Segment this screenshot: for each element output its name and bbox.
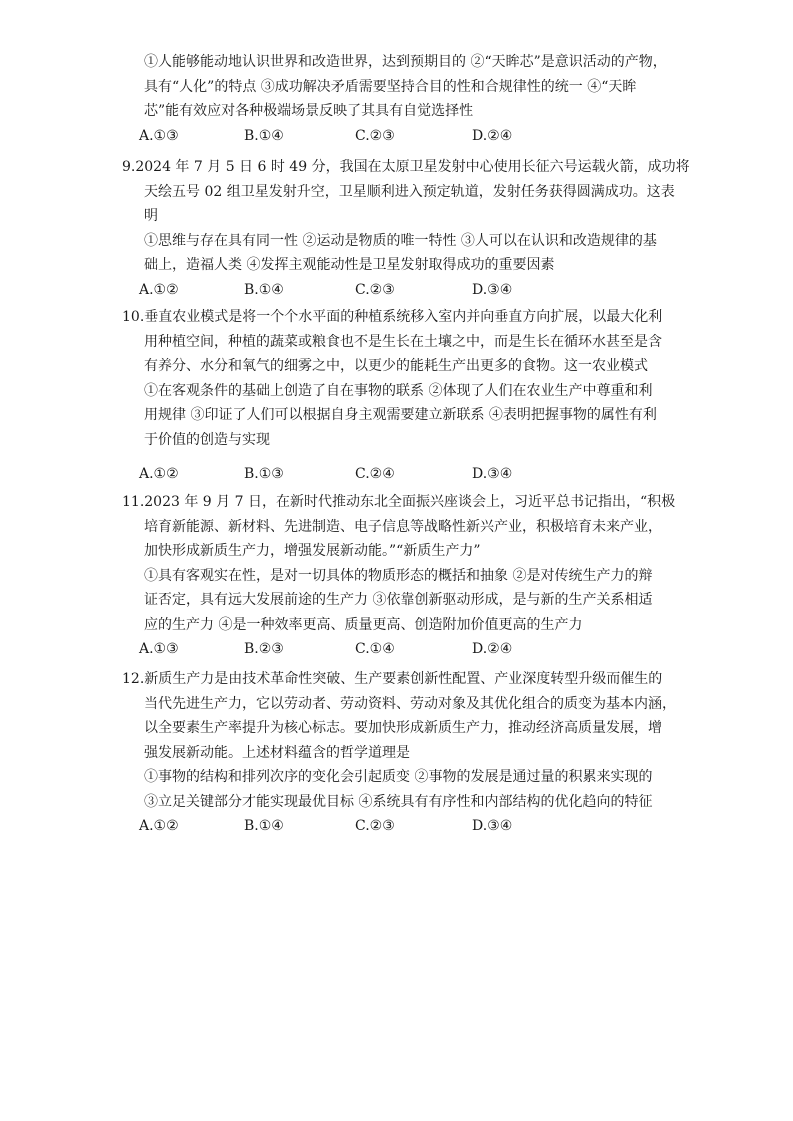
q12-stem-line: 当代先进生产力，它以劳动者、劳动资料、劳动对象及其优化组合的质变为基本内涵， (144, 695, 676, 712)
option-b[interactable]: B.①④ (244, 818, 284, 834)
question-10 (122, 305, 682, 486)
q8-statement-line: ①人能够能动地认识世界和改造世界，达到预期目的 ②“天眸芯”是意识活动的产物， (144, 54, 667, 70)
q12-stem-line: 强发展新动能。上述材料蕴含的哲学道理是 (144, 744, 410, 761)
option-c[interactable]: C.②③ (355, 127, 395, 144)
option-a[interactable]: A.①② (139, 466, 179, 482)
option-b[interactable]: B.②③ (244, 641, 284, 657)
q10-stem-line: 10.垂直农业模式是将一个个水平面的种植系统移入室内并向垂直方向扩展，以最大化利 (122, 309, 663, 325)
q11-statement-line: 证否定，具有远大发展前途的生产力 ③依靠创新驱动形成，是与新的生产关系相适 (144, 592, 653, 608)
q10-options (122, 462, 682, 486)
q10-stem-line: 有养分、水分和氧气的细雾之中，以更少的能耗生产出更多的食物。这一农业模式 (144, 358, 648, 374)
q11-options (122, 637, 682, 661)
option-c[interactable]: C.①④ (355, 641, 395, 657)
q9-statement-line: ①思维与存在具有同一性 ②运动是物质的唯一特性 ③人可以在认识和改造规律的基 (144, 232, 657, 249)
q10-statement-line: 用规律 ③印证了人们可以根据自身主观需要建立新联系 ④表明把握事物的属性有利 (144, 407, 657, 423)
option-c[interactable]: C.②③ (355, 281, 395, 298)
q9-stem-line: 天绘五号 02 组卫星发射升空，卫星顺利进入预定轨道，发射任务获得圆满成功。这表 (144, 183, 675, 200)
q12-stem-line: 12.新质生产力是由技术革命性突破、生产要素创新性配置、产业深度转型升级而催生的 (122, 671, 663, 687)
q12-statement-line: ①事物的结构和排列次序的变化会引起质变 ②事物的发展是通过量的积累来实现的 (144, 769, 653, 785)
q11-statement-line: ①具有客观实在性，是对一切具体的物质形态的概括和抽象 ②是对传统生产力的辩 (144, 567, 653, 584)
q10-statement-line: 于价值的创造与实现 (144, 431, 270, 448)
q8-statement-line: 具有“人化”的特点 ③成功解决矛盾需要坚持合目的性和合规律性的统一 ④“天眸 (144, 78, 637, 95)
q9-options (122, 278, 682, 302)
option-a[interactable]: A.①② (139, 281, 179, 298)
q9-stem-line: 9.2024 年 7 月 5 日 6 时 49 分，我国在太原卫星发射中心使用长征六号运载火箭，成功将 (122, 159, 690, 175)
q10-stem-line: 用种植空间，种植的蔬菜或粮食也不是生长在土壤之中，而是生长在循环水甚至是含 (144, 333, 662, 350)
q8-statement-line: 芯”能有效应对各种极端场景反映了其具有自觉选择性 (144, 103, 474, 119)
option-d[interactable]: D.③④ (472, 818, 513, 834)
q12-options (122, 814, 682, 838)
question-9 (122, 155, 690, 302)
option-d[interactable]: D.③④ (472, 281, 513, 298)
option-d[interactable]: D.②④ (472, 641, 513, 657)
option-b[interactable]: B.①④ (244, 127, 284, 144)
question-8 (122, 50, 682, 148)
q9-statement-line: 础上，造福人类 ④发挥主观能动性是卫星发射取得成功的重要因素 (144, 257, 555, 273)
q12-stem-line: 以全要素生产率提升为核心标志。要加快形成新质生产力，推动经济高质量发展，增 (144, 720, 662, 736)
option-a[interactable]: A.①③ (139, 127, 179, 144)
option-d[interactable]: D.②④ (472, 127, 513, 144)
q11-stem-line: 培育新能源、新材料、先进制造、电子信息等战略性新兴产业，积极培育未来产业， (144, 518, 662, 535)
option-d[interactable]: D.③④ (472, 466, 513, 482)
question-12 (122, 667, 682, 838)
option-a[interactable]: A.①② (139, 818, 179, 834)
q11-stem-line: 11.2023 年 9 月 7 日，在新时代推动东北全面振兴座谈会上，习近平总书记指出，“积极 (122, 494, 676, 510)
q10-statement-line: ①在客观条件的基础上创造了自在事物的联系 ②体现了人们在农业生产中尊重和利 (144, 382, 653, 399)
option-a[interactable]: A.①③ (139, 641, 179, 657)
question-11 (122, 490, 682, 661)
q8-options (122, 124, 682, 148)
q11-stem-line: 加快形成新质生产力，增强发展新动能。”“新质生产力” (144, 543, 481, 559)
option-b[interactable]: B.①③ (244, 466, 284, 482)
option-c[interactable]: C.②④ (355, 466, 395, 482)
option-b[interactable]: B.①④ (244, 281, 284, 298)
q9-stem-line: 明 (144, 208, 158, 224)
option-c[interactable]: C.②③ (355, 818, 395, 834)
q12-statement-line: ③立足关键部分才能实现最优目标 ④系统具有有序性和内部结构的优化趋向的特征 (144, 793, 653, 810)
q11-statement-line: 应的生产力 ④是一种效率更高、质量更高、创造附加价值更高的生产力 (144, 616, 583, 633)
